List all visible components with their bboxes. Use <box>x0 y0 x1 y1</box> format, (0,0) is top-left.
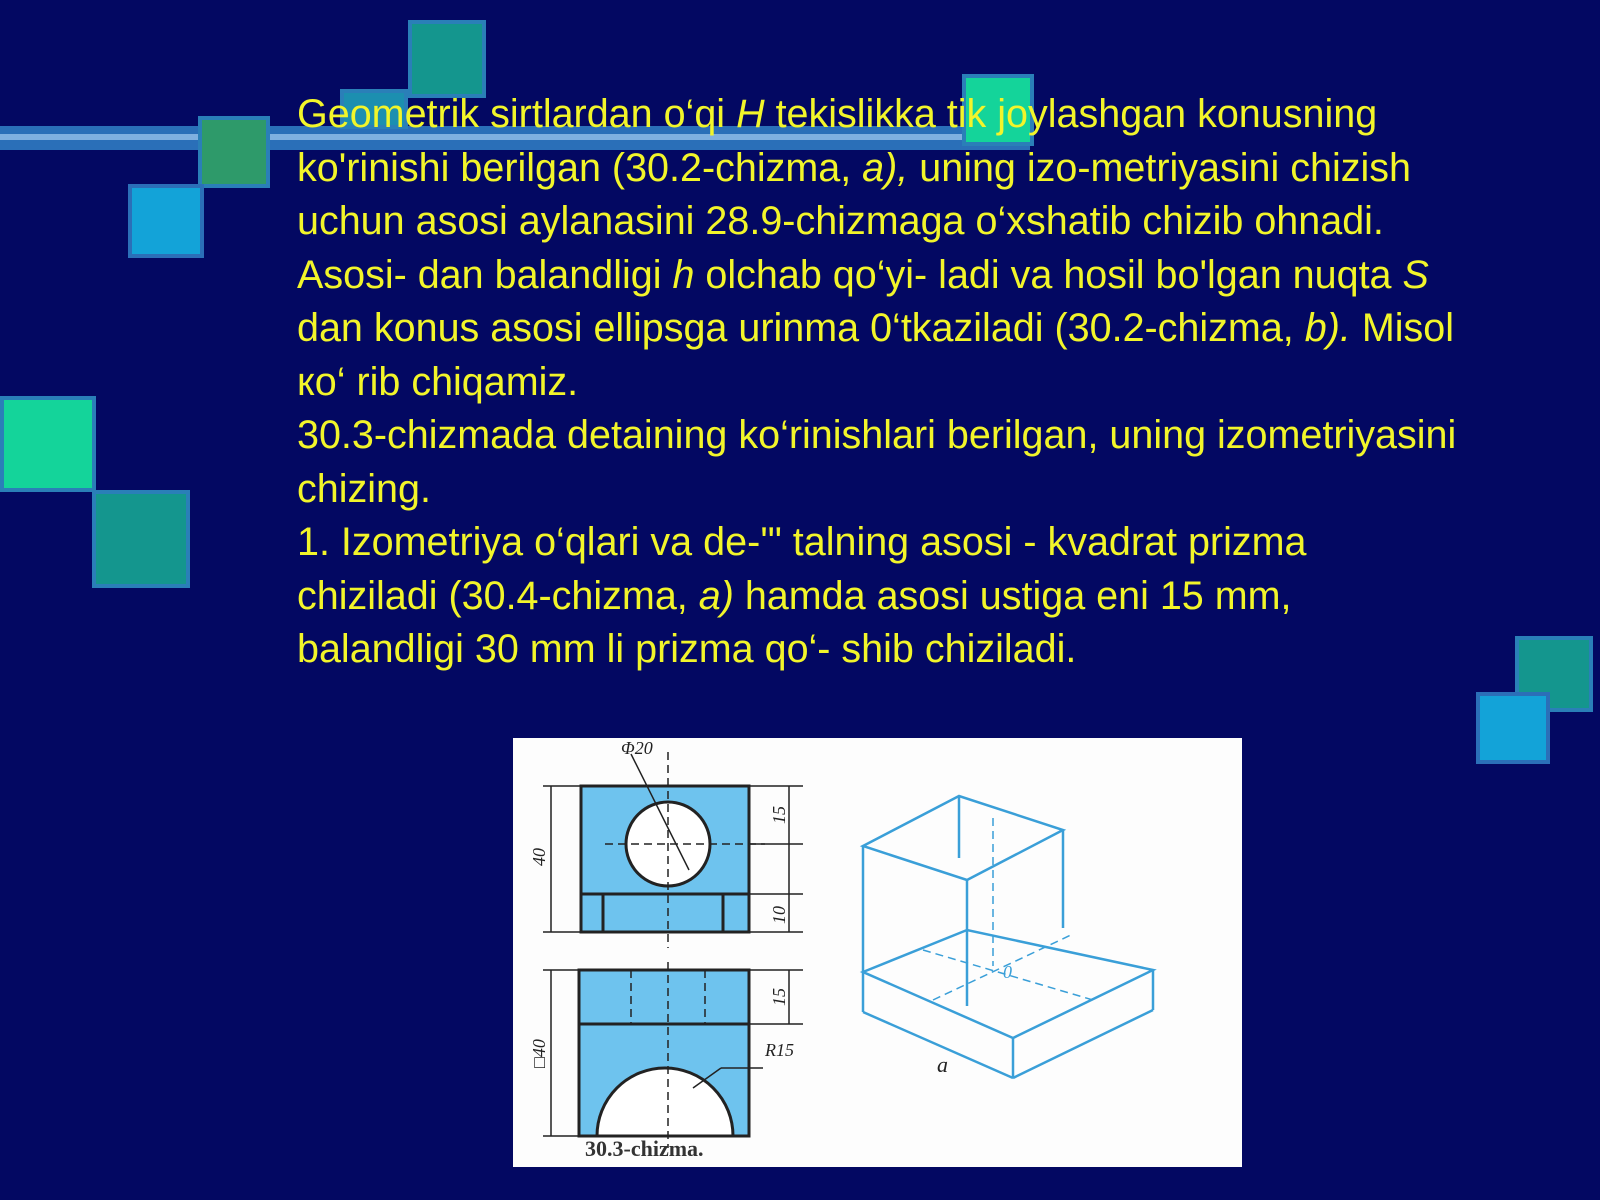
dim-height-label: 40 <box>529 848 549 866</box>
figure-caption: 30.3-chizma. <box>585 1136 704 1161</box>
decor-square <box>408 20 486 98</box>
front-view <box>581 786 749 932</box>
italic-term: a) <box>698 573 734 618</box>
dim-top-label: 15 <box>769 806 789 824</box>
paragraph <box>297 88 1457 409</box>
text-segment: Misol ко‘ rib chiqamiz. <box>297 306 1455 404</box>
italic-term: a), <box>862 145 909 190</box>
decor-square <box>92 490 190 588</box>
dim-plan-top-label: 15 <box>769 988 789 1006</box>
plan-view <box>579 970 749 1136</box>
text-segment: Geometrik sirtlardan o‘qi <box>297 92 737 136</box>
isometric-view <box>863 796 1153 1078</box>
italic-term: H <box>736 92 765 136</box>
italic-term: S <box>1402 252 1429 297</box>
text-segment: 30.3-chizmada detaining ko‘rinishlari berilgan, uning izometriyasini chizing. <box>297 413 1457 511</box>
italic-term: h <box>672 252 695 297</box>
slide-text <box>297 88 1457 677</box>
iso-top-face <box>863 796 1063 880</box>
text-segment: olchab qo‘yi- ladi va hosil bo'lgan nuqta <box>694 252 1403 297</box>
italic-term: b). <box>1304 306 1351 350</box>
dim-diameter-label: Φ20 <box>621 738 653 758</box>
text-segment: hamda asosi ustiga eni 15 mm, balandligi 30 mm li prizma qo‘- shib chiziladi. <box>297 573 1292 671</box>
decor-square <box>1476 692 1550 764</box>
text-segment: uning izo-metriyasini chizish uchun asosi aylanasini 28.9-chizmaga o‘xshatib chizib ohnadi. Asosi- dan balandligi <box>297 145 1411 297</box>
text-segment: 1. Izometriya o‘qlari va de-'" talning asosi - kvadrat prizma chiziladi (30.4-chizma, <box>297 520 1307 618</box>
decor-square <box>198 116 270 188</box>
dim-mid-label: 10 <box>769 906 789 924</box>
decor-square <box>128 184 204 258</box>
technical-drawing-figure <box>513 738 1242 1167</box>
dim-square-label: □40 <box>529 1039 549 1068</box>
paragraph <box>297 516 1457 677</box>
technical-drawing <box>513 738 1242 1167</box>
iso-base-top <box>863 930 1153 1038</box>
origin-label: 0 <box>1003 962 1012 982</box>
sub-label: a <box>937 1052 948 1077</box>
dim-radius-label: R15 <box>765 1040 794 1060</box>
text-segment: tekislikka tik joylashgan konusning ko'rinishi berilgan (30.2-chizma, <box>297 92 1378 190</box>
decor-square <box>0 396 96 492</box>
text-segment: dan konus asosi ellipsga urinma 0‘tkaziladi (30.2-chizma, <box>297 306 1305 350</box>
paragraph <box>297 409 1457 516</box>
